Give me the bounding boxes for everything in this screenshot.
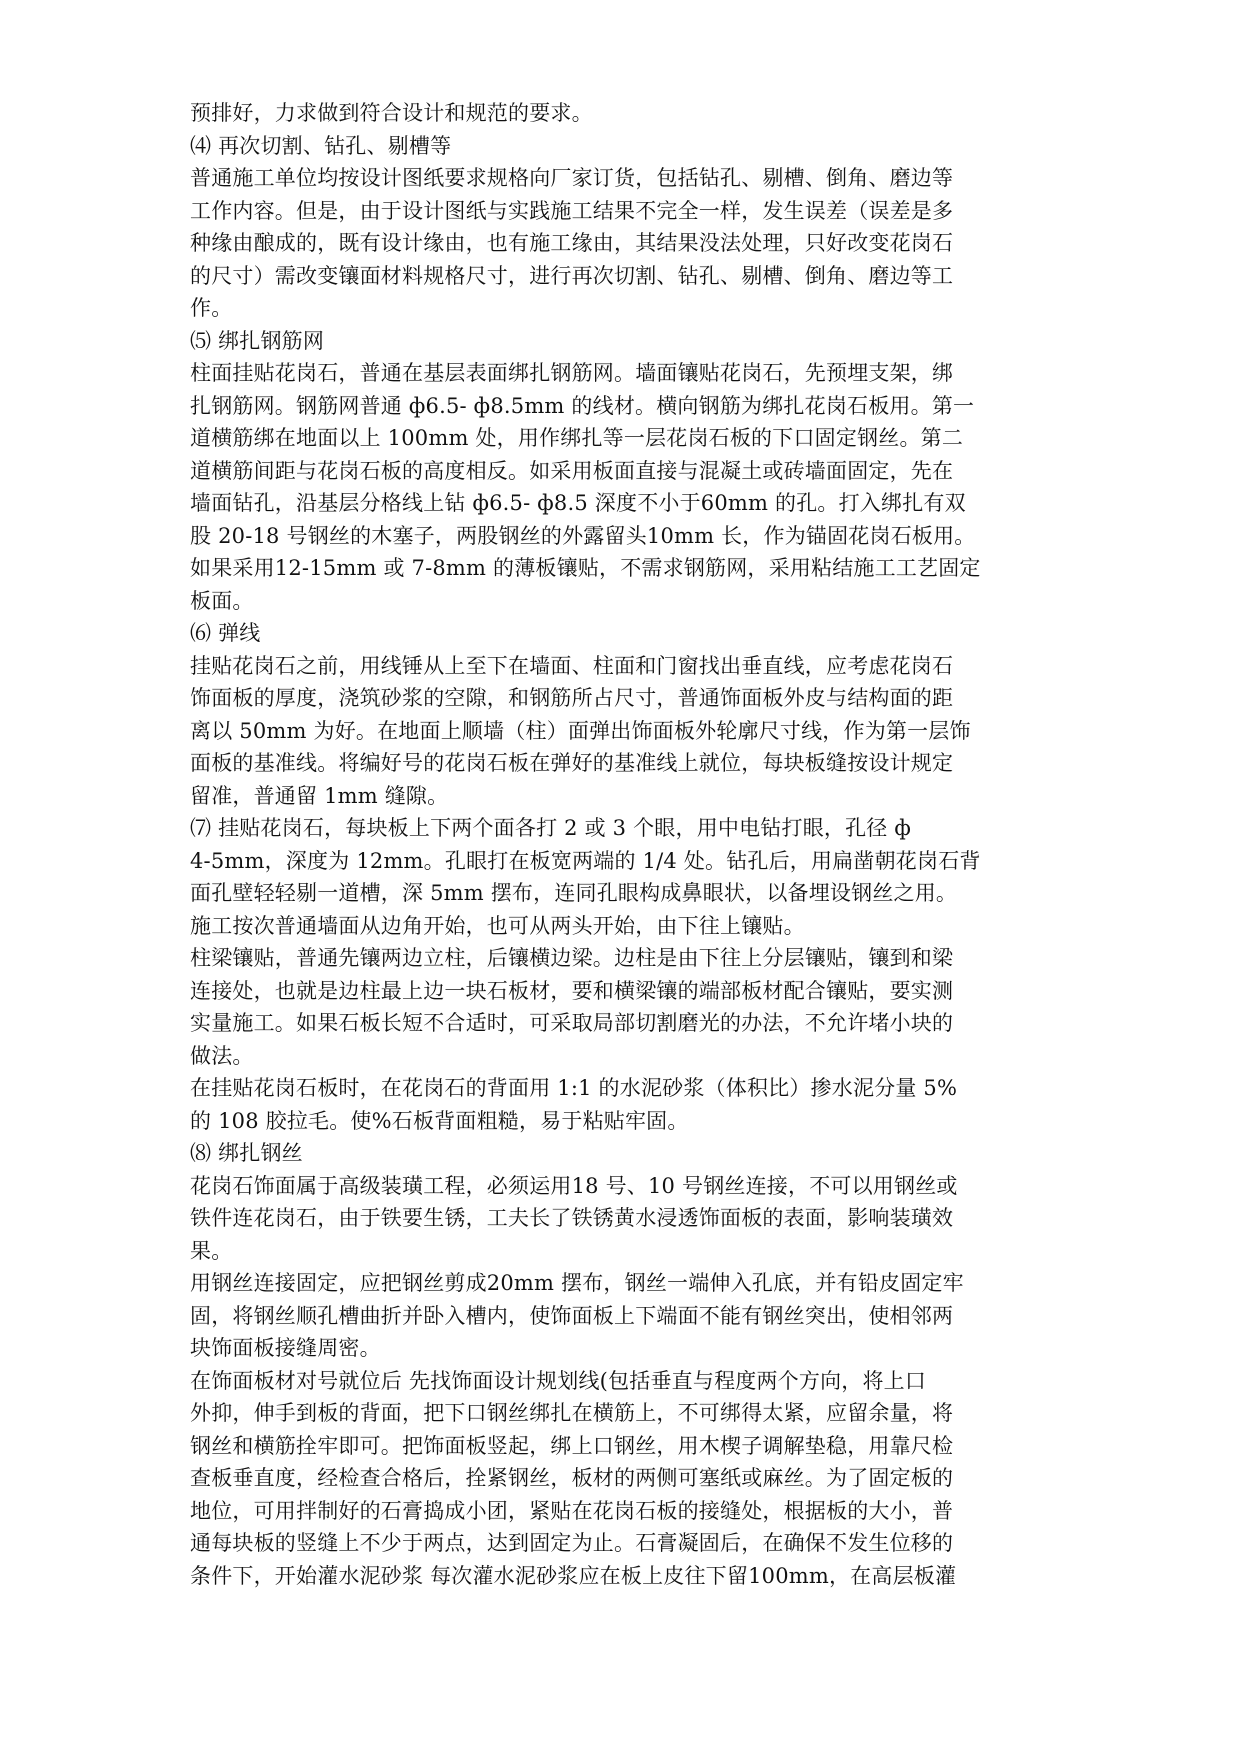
text-line: 果。	[190, 1238, 233, 1263]
text-line: 连接处，也就是边柱最上边一块石板材，要和横梁镶的端部板材配合镶贴，要实测	[190, 978, 954, 1003]
text-line: 面板的基准线。将编好号的花岗石板在弹好的基准线上就位，每块板缝按设计规定	[190, 751, 954, 775]
text-line: 施工按次普通墙面从边角开始，也可从两头开始，由下往上镶贴。	[190, 913, 805, 938]
text-line: 扎钢筋网。钢筋网普通 ф6.5- ф8.5mm 的线材。横向钢筋为绑扎花岗石板用。第一	[190, 393, 975, 418]
text-line: 墙面钻孔，沿基层分格线上钻 ф6.5- ф8.5 深度不小于60mm 的孔。打入绑扎有双	[190, 491, 966, 515]
text-line: 用钢丝连接固定，应把钢丝剪成20mm 摆布，钢丝一端伸入孔底，并有铅皮固定牢	[190, 1271, 964, 1295]
text-line: 在挂贴花岗石板时，在花岗石的背面用 1:1 的水泥砂浆（体积比）掺水泥分量 5%	[190, 1076, 958, 1100]
text-line: 道横筋间距与花岗石板的高度相反。如采用板面直接与混凝土或砖墙面固定，先在	[190, 458, 954, 483]
text-line: 作。	[190, 296, 233, 320]
text-line: 柱面挂贴花岗石，普通在基层表面绑扎钢筋网。墙面镶贴花岗石，先预埋支架，绑	[190, 361, 954, 385]
text-line: 查板垂直度，经检查合格后，拴紧钢丝，板材的两侧可塞纸或麻丝。为了固定板的	[190, 1466, 954, 1490]
section-heading: ⑹ 弹线	[190, 621, 261, 645]
text-line: 面孔壁轻轻剔一道槽，深 5mm 摆布，连同孔眼构成鼻眼状，以备埋设钢丝之用。	[190, 881, 958, 905]
text-line: 花岗石饰面属于高级装璜工程，必须运用18 号、10 号钢丝连接，不可以用钢丝或	[190, 1173, 958, 1198]
text-line: 的 108 胶拉毛。使%石板背面粗糙，易于粘贴牢固。	[190, 1108, 689, 1133]
text-line: 工作内容。但是，由于设计图纸与实践施工结果不完全一样，发生误差（误差是多	[190, 198, 954, 223]
text-line: 留准，普通留 1mm 缝隙。	[190, 783, 449, 808]
text-line: 地位，可用拌制好的石膏捣成小团，紧贴在花岗石板的接缝处，根据板的大小，普	[190, 1498, 954, 1523]
text-line: 通每块板的竖缝上不少于两点，达到固定为止。石膏凝固后，在确保不发生位移的	[190, 1531, 954, 1555]
text-line: 的尺寸）需改变镶面材料规格尺寸，进行再次切割、钻孔、剔槽、倒角、磨边等工	[190, 263, 954, 288]
text-line: 在饰面板材对号就位后 先找饰面设计规划线(包括垂直与程度两个方向，将上口	[190, 1368, 927, 1393]
text-line: 做法。	[190, 1043, 254, 1068]
text-line: 离以 50mm 为好。在地面上顺墙（柱）面弹出饰面板外轮廓尺寸线，作为第一层饰	[190, 718, 971, 743]
section-heading: ⑷ 再次切割、钻孔、剔槽等	[190, 133, 452, 158]
text-line: 固，将钢丝顺孔槽曲折并卧入槽内，使饰面板上下端面不能有钢丝突出，使相邻两	[190, 1303, 954, 1328]
text-line: 柱梁镶贴，普通先镶两边立柱，后镶横边梁。边柱是由下往上分层镶贴，镶到和梁	[190, 946, 954, 970]
document-body	[190, 97, 1095, 1592]
text-line: 块饰面板接缝周密。	[190, 1336, 381, 1360]
text-line: 如果采用12-15mm 或 7-8mm 的薄板镶贴，不需求钢筋网，采用粘结施工工艺固定	[190, 556, 981, 580]
text-line: 板面。	[190, 588, 254, 613]
text-line: 4-5mm，深度为 12mm。孔眼打在板宽两端的 1/4 处。钻孔后，用扁凿朝花岗石背	[190, 848, 981, 873]
text-line: 饰面板的厚度，浇筑砂浆的空隙，和钢筋所占尺寸，普通饰面板外皮与结构面的距	[190, 686, 954, 710]
text-line: 铁件连花岗石，由于铁要生锈，工夫长了铁锈黄水浸透饰面板的表面，影响装璜效	[190, 1206, 954, 1230]
text-line: 挂贴花岗石之前，用线锤从上至下在墙面、柱面和门窗找出垂直线，应考虑花岗石	[190, 653, 954, 678]
text-line: 预排好，力求做到符合设计和规范的要求。	[190, 101, 593, 125]
text-line: 普通施工单位均按设计图纸要求规格向厂家订货，包括钻孔、剔槽、倒角、磨边等	[190, 166, 954, 190]
text-line: 股 20-18 号钢丝的木塞子，两股钢丝的外露留头10mm 长，作为锚固花岗石板用。	[190, 523, 976, 548]
section-heading: ⑻ 绑扎钢丝	[190, 1141, 303, 1165]
text-line: 外抑，伸手到板的背面，把下口钢丝绑扎在横筋上，不可绑得太紧，应留余量，将	[190, 1401, 954, 1425]
text-line: 实量施工。如果石板长短不合适时，可采取局部切割磨光的办法，不允许堵小块的	[190, 1011, 954, 1035]
section-heading: ⑺ 挂贴花岗石，每块板上下两个面各打 2 或 3 个眼，用中电钻打眼，孔径 ф	[190, 816, 912, 840]
text-line: 钢丝和横筋拴牢即可。把饰面板竖起，绑上口钢丝，用木楔子调解垫稳，用靠尺检	[190, 1433, 954, 1458]
text-line: 条件下，开始灌水泥砂浆 每次灌水泥砂浆应在板上皮往下留100mm，在高层板灌	[190, 1563, 957, 1588]
section-heading: ⑸ 绑扎钢筋网	[190, 328, 325, 353]
text-line: 道横筋绑在地面以上 100mm 处，用作绑扎等一层花岗石板的下口固定钢丝。第二	[190, 426, 964, 450]
text-line: 种缘由酿成的，既有设计缘由，也有施工缘由，其结果没法处理，只好改变花岗石	[190, 231, 954, 255]
